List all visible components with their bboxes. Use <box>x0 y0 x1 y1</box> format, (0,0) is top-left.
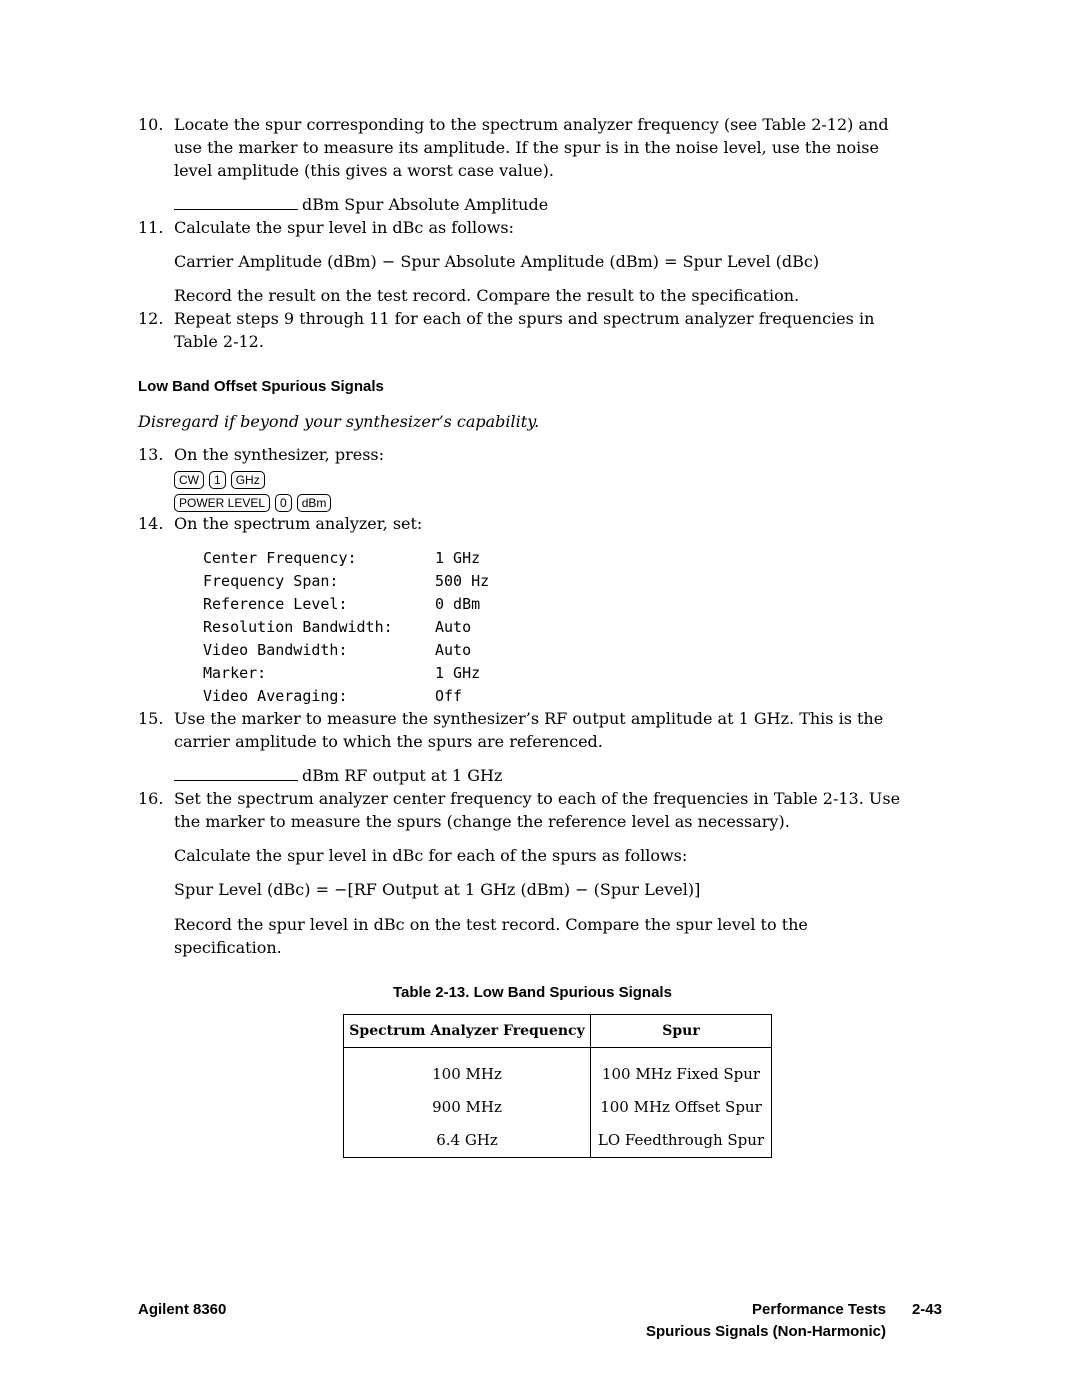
section-heading: Low Band Offset Spurious Signals <box>138 378 384 395</box>
blank-entry <box>174 195 548 214</box>
step-text: use the marker to measure its amplitude. If the spur is in the noise level, use the noise <box>174 138 879 157</box>
table-row <box>344 1048 772 1058</box>
step-text: specification. <box>174 938 282 957</box>
setting-value: 1 GHz <box>435 664 481 682</box>
key-sequence <box>174 469 270 489</box>
table-cell: LO Feedthrough Spur <box>597 1131 765 1149</box>
step-text: Use the marker to measure the synthesizer’s RF output amplitude at 1 GHz. This is the <box>174 709 884 728</box>
column-header: Spur <box>591 1015 772 1048</box>
step-number: 16. <box>138 789 164 808</box>
table-cell: 100 MHz Fixed Spur <box>601 1065 761 1083</box>
step-text: the marker to measure the spurs (change the reference level as necessary). <box>174 812 790 831</box>
formula: Spur Level (dBc) = −[RF Output at 1 GHz (dBm) − (Spur Level)] <box>174 880 701 899</box>
setting-label: Resolution Bandwidth: <box>203 618 393 636</box>
table-caption: Table 2-13. Low Band Spurious Signals <box>393 984 672 1001</box>
setting-value: 1 GHz <box>435 549 481 567</box>
setting-value: Off <box>435 687 463 705</box>
formula: Carrier Amplitude (dBm) − Spur Absolute Amplitude (dBm) = Spur Level (dBc) <box>174 252 820 271</box>
step-text: Record the result on the test record. Compare the result to the specification. <box>174 286 800 305</box>
step-number: 14. <box>138 514 164 533</box>
step-text: carrier amplitude to which the spurs are referenced. <box>174 732 603 751</box>
step-text: On the spectrum analyzer, set: <box>174 514 423 533</box>
setting-label: Marker: <box>203 664 267 682</box>
key-1: 1 <box>209 471 226 489</box>
key-power-level: POWER LEVEL <box>174 494 270 512</box>
setting-label: Video Bandwidth: <box>203 641 348 659</box>
setting-value: 500 Hz <box>435 572 490 590</box>
table-cell: 6.4 GHz <box>344 1124 591 1158</box>
table-row <box>344 1124 772 1158</box>
step-number: 11. <box>138 218 164 237</box>
blank-label: dBm RF output at 1 GHz <box>302 766 503 785</box>
step-text: Locate the spur corresponding to the spectrum analyzer frequency (see Table 2-12) and <box>174 115 889 134</box>
blank-label: dBm Spur Absolute Amplitude <box>302 195 549 214</box>
footer-subsection: Spurious Signals (Non-Harmonic) <box>645 1323 886 1340</box>
step-text: Repeat steps 9 through 11 for each of the spurs and spectrum analyzer frequencies in <box>174 309 875 328</box>
step-number: 15. <box>138 709 164 728</box>
step-number: 13. <box>138 445 164 464</box>
step-text: Record the spur level in dBc on the test record. Compare the spur level to the <box>174 915 808 934</box>
section-note: Disregard if beyond your synthesizer’s capability. <box>138 412 540 431</box>
step-number: 10. <box>138 115 164 134</box>
table-cell: 100 MHz <box>344 1058 591 1091</box>
table-row <box>344 1058 772 1091</box>
setting-value: 0 dBm <box>435 595 481 613</box>
step-text: Calculate the spur level in dBc for each of the spurs as follows: <box>174 846 688 865</box>
key-ghz: GHz <box>231 471 265 489</box>
table-row <box>344 1091 772 1124</box>
column-header: Spectrum Analyzer Frequency <box>344 1015 591 1048</box>
key-0: 0 <box>275 494 292 512</box>
setting-label: Video Averaging: <box>203 687 348 705</box>
setting-label: Reference Level: <box>203 595 348 613</box>
footer-section: Performance Tests <box>752 1301 886 1318</box>
setting-label: Center Frequency: <box>203 549 357 567</box>
step-number: 12. <box>138 309 164 328</box>
step-text: Calculate the spur level in dBc as follows: <box>174 218 514 237</box>
blank-entry <box>174 766 502 785</box>
table-cell: 100 MHz Offset Spur <box>600 1098 762 1116</box>
step-text: On the synthesizer, press: <box>174 445 385 464</box>
table-cell: 900 MHz <box>344 1091 591 1124</box>
footer-product: Agilent 8360 <box>138 1301 227 1318</box>
setting-label: Frequency Span: <box>203 572 339 590</box>
step-text: level amplitude (this gives a worst case value). <box>174 161 554 180</box>
step-text: Table 2-12. <box>174 332 264 351</box>
key-cw: CW <box>174 471 204 489</box>
key-sequence <box>174 492 336 512</box>
key-dbm: dBm <box>297 494 332 512</box>
setting-value: Auto <box>435 618 472 636</box>
page-number: 2-43 <box>911 1301 942 1318</box>
spur-table <box>343 1014 772 1158</box>
step-text: Set the spectrum analyzer center frequency to each of the frequencies in Table 2-13. Use <box>174 789 901 808</box>
setting-value: Auto <box>435 641 472 659</box>
